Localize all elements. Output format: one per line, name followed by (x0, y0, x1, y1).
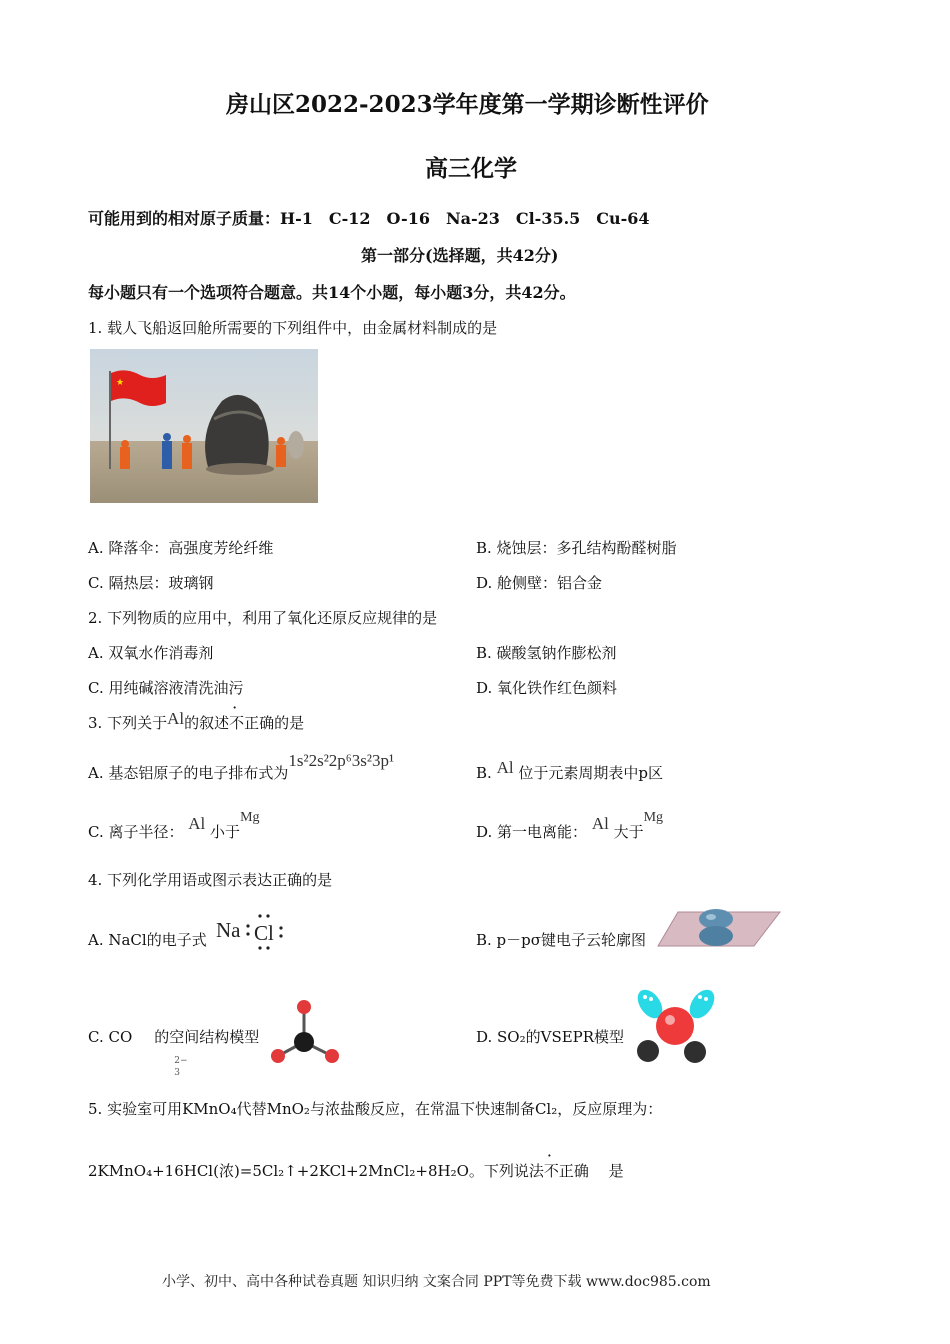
svg-text:★: ★ (116, 378, 125, 388)
footer: 小学、初中、高中各种试卷真题 知识归纳 文案合同 PPT等免费下载 www.doc985.com (162, 1274, 711, 1290)
q4-option-b: B. p－pσ键电子云轮廓图 (476, 931, 647, 949)
q1-option-a: A. 降落伞：高强度芳纶纤维 (88, 539, 274, 557)
q2-option-a: A. 双氧水作消毒剂 (88, 644, 214, 662)
q3-option-c: C. 离子半径： Al 小于Mg (88, 810, 260, 841)
page-title: 房山区2022-2023学年度第一学期诊断性评价 (226, 91, 709, 118)
part-one-heading: 第一部分(选择题，共42分) (361, 246, 559, 265)
q5-equation: 2KMnO₄+16HCl(浓)=5Cl₂↑+2KCl+2MnCl₂+8H₂O。下列说法不正确 是 (88, 1162, 624, 1180)
emphasis-not-correct: 不正确 (543, 1162, 589, 1180)
p-p-sigma-orbital-diagram (656, 906, 782, 956)
q3-stem: 3. 下列关于Al的叙述不正确的是 (88, 709, 305, 732)
q2-option-c: C. 用纯碱溶液清洗油污 (88, 679, 244, 697)
nacl-electron-dot-formula (214, 910, 289, 956)
q2-option-d: D. 氧化铁作红色颜料 (476, 679, 618, 697)
carbonate-structure-model (266, 996, 346, 1070)
q4-option-c: C. CO 2− 3 的空间结构模型 (88, 1028, 260, 1078)
q4-stem: 4. 下列化学用语或图示表达正确的是 (88, 871, 333, 889)
q2-stem: 2. 下列物质的应用中，利用了氧化还原反应规律的是 (88, 609, 438, 627)
q4-option-a: A. NaCl的电子式 (88, 931, 207, 949)
so2-vsepr-model (632, 984, 718, 1074)
capsule-landing-photo (90, 349, 318, 503)
q4-option-d: D. SO₂的VSEPR模型 (476, 1028, 625, 1046)
instructions: 每小题只有一个选项符合题意。共14个小题，每小题3分，共42分。 (88, 283, 576, 302)
emphasis-not-correct: 不正确 (229, 714, 275, 732)
page-subtitle: 高三化学 (425, 155, 517, 182)
svg-text:Cl: Cl (254, 921, 274, 945)
svg-text:Na: Na (216, 918, 241, 942)
q3-option-d: D. 第一电离能： Al 大于Mg (476, 810, 664, 841)
q2-option-b: B. 碳酸氢钠作膨松剂 (476, 644, 617, 662)
q3-option-b: B. Al 位于元素周期表中p区 (476, 758, 663, 782)
q3-option-a: A. 基态铝原子的电子排布式为1s²2s²2p⁶3s²3p¹ (88, 751, 395, 782)
q1-option-b: B. 烧蚀层：多孔结构酚醛树脂 (476, 539, 677, 557)
q5-stem: 5. 实验室可用KMnO₄代替MnO₂与浓盐酸反应，在常温下快速制备Cl₂，反应原理为： (88, 1100, 663, 1118)
atomic-masses: 可能用到的相对原子质量：H-1 C-12 O-16 Na-23 Cl-35.5 Cu-64 (88, 209, 650, 228)
q1-option-c: C. 隔热层：玻璃钢 (88, 574, 214, 592)
q1-stem: 1. 载人飞船返回舱所需要的下列组件中，由金属材料制成的是 (88, 319, 498, 337)
q1-option-d: D. 舱侧壁：铝合金 (476, 574, 603, 592)
